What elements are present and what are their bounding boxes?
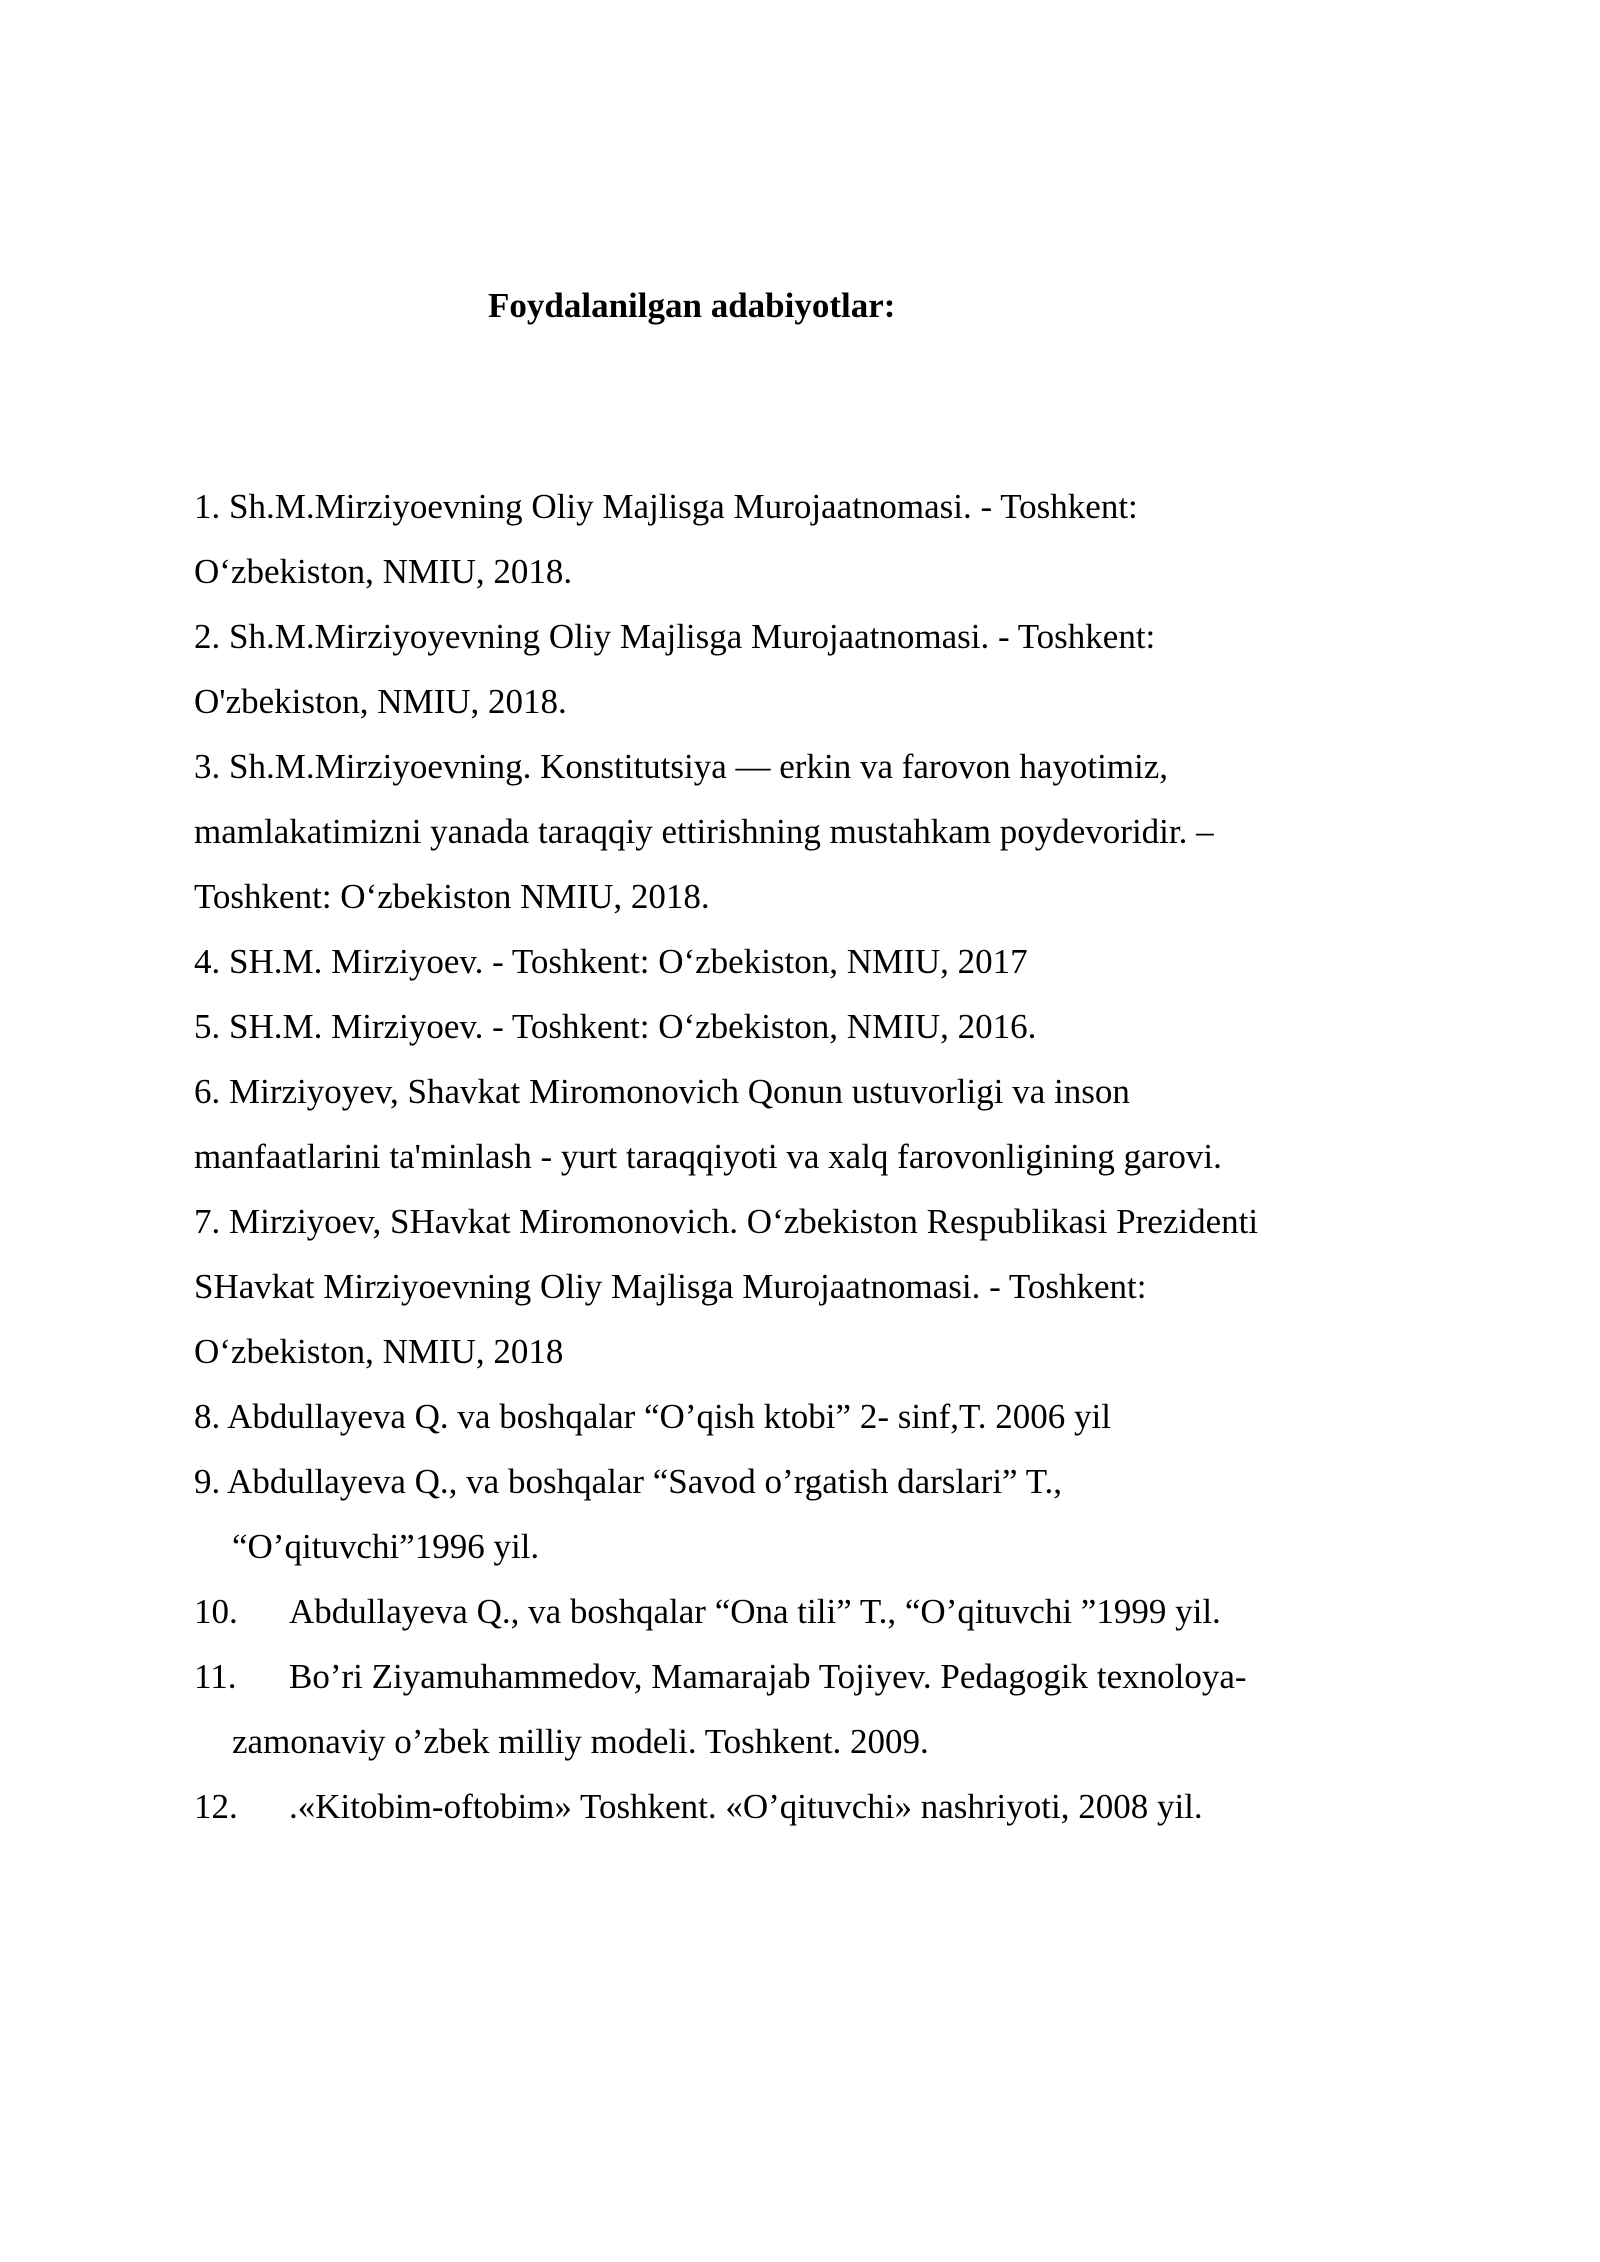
reference-line: 2. Sh.M.Mirziyoyevning Oliy Majlisga Murojaatnomasi. - Toshkent: bbox=[194, 617, 1156, 656]
reference-text: Bo’ri Ziyamuhammedov, Mamarajab Tojiyev. Pedagogik texnoloya- bbox=[289, 1657, 1247, 1696]
reference-line bbox=[194, 1774, 1374, 1839]
reference-list bbox=[194, 474, 1374, 1839]
reference-line: 1. Sh.M.Mirziyoevning Oliy Majlisga Murojaatnomasi. - Toshkent: bbox=[194, 487, 1138, 526]
reference-line: manfaatlarini ta'minlash - yurt taraqqiyoti va xalq farovonligining garovi. bbox=[194, 1137, 1222, 1176]
reference-item-3 bbox=[194, 734, 1374, 929]
reference-number: 11. bbox=[194, 1657, 237, 1696]
reference-line: 6. Mirziyoyev, Shavkat Miromonovich Qonun ustuvorligi va inson bbox=[194, 1072, 1130, 1111]
reference-number: 10. bbox=[194, 1592, 238, 1631]
reference-line: 9. Abdullayeva Q., va boshqalar “Savod o’rgatish darslari” T., bbox=[194, 1462, 1062, 1501]
reference-line bbox=[194, 1644, 1374, 1709]
reference-line: 5. SH.M. Mirziyoev. - Toshkent: O‘zbekiston, NMIU, 2016. bbox=[194, 1007, 1037, 1046]
reference-item-5 bbox=[194, 994, 1374, 1059]
reference-line: O'zbekiston, NMIU, 2018. bbox=[194, 682, 567, 721]
reference-text: Abdullayeva Q., va boshqalar “Ona tili” T., “O’qituvchi ”1999 yil. bbox=[289, 1592, 1221, 1631]
reference-line: 3. Sh.M.Mirziyoevning. Konstitutsiya — erkin va farovon hayotimiz, bbox=[194, 747, 1169, 786]
reference-item-6 bbox=[194, 1059, 1374, 1189]
reference-line: O‘zbekiston, NMIU, 2018 bbox=[194, 1332, 564, 1371]
reference-item-7 bbox=[194, 1189, 1374, 1384]
reference-item-1 bbox=[194, 474, 1374, 604]
reference-item-9 bbox=[194, 1449, 1374, 1579]
reference-number: 12. bbox=[194, 1787, 238, 1826]
reference-item-4 bbox=[194, 929, 1374, 994]
reference-line: SHavkat Mirziyoevning Oliy Majlisga Murojaatnomasi. - Toshkent: bbox=[194, 1267, 1147, 1306]
reference-line: “O’qituvchi”1996 yil. bbox=[232, 1527, 540, 1566]
reference-item-10 bbox=[194, 1579, 1374, 1644]
reference-line: O‘zbekiston, NMIU, 2018. bbox=[194, 552, 573, 591]
reference-line: Toshkent: O‘zbekiston NMIU, 2018. bbox=[194, 877, 710, 916]
reference-item-12 bbox=[194, 1774, 1374, 1839]
reference-item-2 bbox=[194, 604, 1374, 734]
reference-line: zamonaviy o’zbek milliy modeli. Toshkent. 2009. bbox=[232, 1722, 929, 1761]
reference-item-8 bbox=[194, 1384, 1374, 1449]
reference-text: .«Kitobim-oftobim» Toshkent. «O’qituvchi» nashriyoti, 2008 yil. bbox=[289, 1787, 1203, 1826]
reference-line: 7. Mirziyoev, SHavkat Miromonovich. O‘zbekiston Respublikasi Prezidenti bbox=[194, 1202, 1259, 1241]
reference-item-11 bbox=[194, 1644, 1374, 1774]
reference-line: mamlakatimizni yanada taraqqiy ettirishning mustahkam poydevoridir. – bbox=[194, 812, 1214, 851]
reference-line: 8. Abdullayeva Q. va boshqalar “O’qish ktobi” 2- sinf,T. 2006 yil bbox=[194, 1397, 1111, 1436]
reference-line: 4. SH.M. Mirziyoev. - Toshkent: O‘zbekiston, NMIU, 2017 bbox=[194, 942, 1028, 981]
reference-line bbox=[194, 1579, 1374, 1644]
page-title: Foydalanilgan adabiyotlar: bbox=[488, 286, 896, 325]
